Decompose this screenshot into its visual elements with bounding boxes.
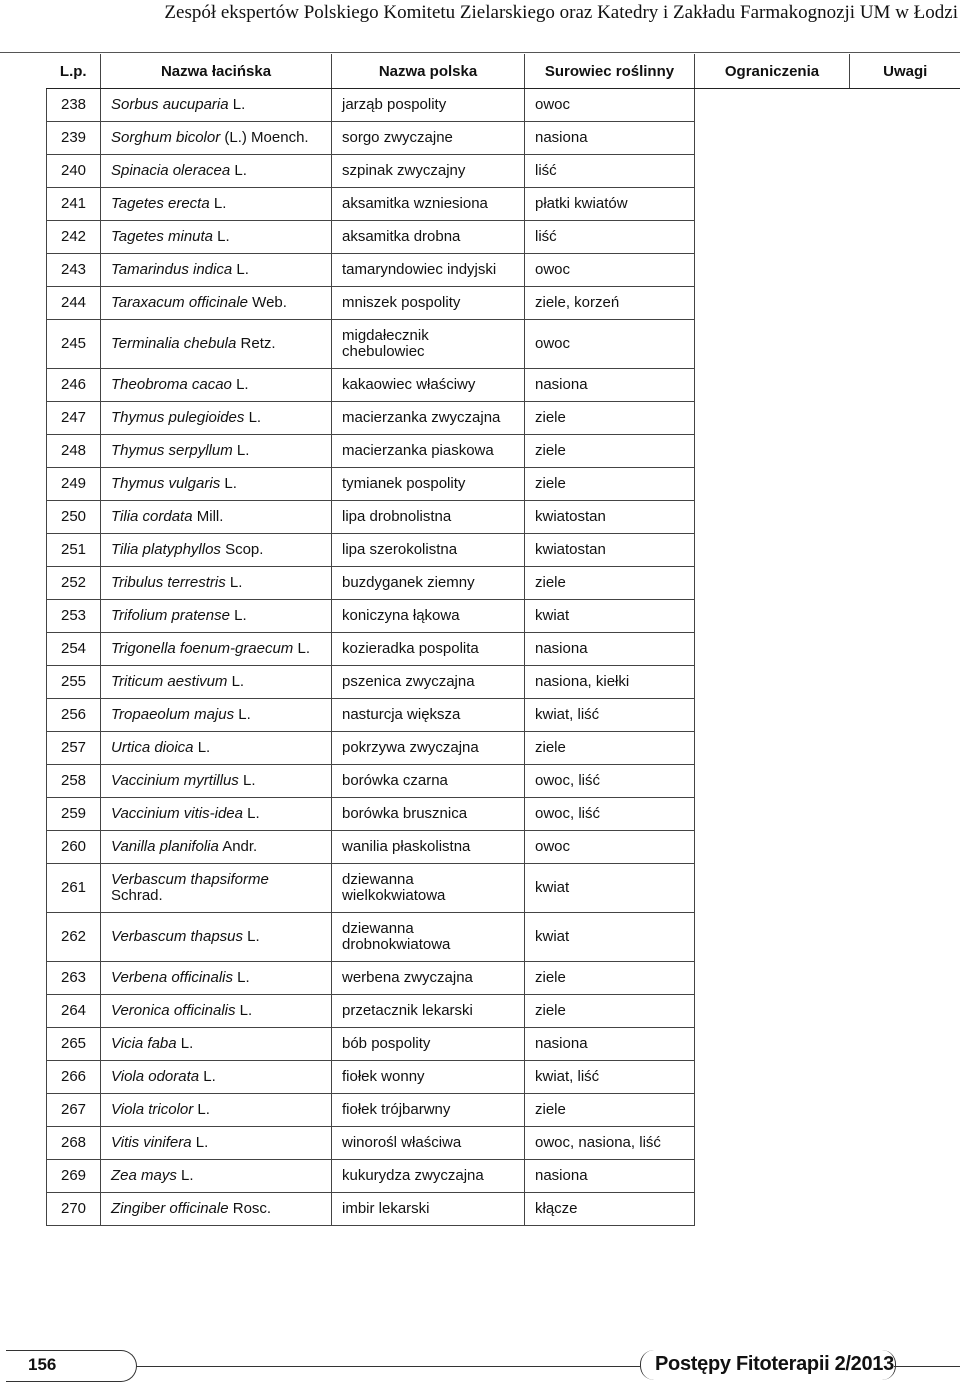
cell-material: ziele xyxy=(525,435,695,468)
cell-restrictions xyxy=(695,567,850,600)
cell-polish-name: imbir lekarski xyxy=(332,1193,525,1226)
cell-restrictions xyxy=(695,89,850,122)
table-row xyxy=(47,1094,960,1127)
latin-author: Mill. xyxy=(192,508,224,525)
cell-lp: 264 xyxy=(47,995,101,1028)
table-row xyxy=(47,320,960,369)
table-row xyxy=(47,913,960,962)
table-row xyxy=(47,287,960,320)
latin-species: Vanilla planifolia xyxy=(111,838,219,855)
cell-latin-name xyxy=(101,913,332,962)
cell-latin-name xyxy=(101,1127,332,1160)
cell-lp: 247 xyxy=(47,402,101,435)
latin-author: L. xyxy=(293,640,310,657)
latin-species: Terminalia chebula xyxy=(111,335,237,352)
cell-material: ziele xyxy=(525,995,695,1028)
cell-restrictions xyxy=(695,155,850,188)
cell-material: owoc xyxy=(525,320,695,369)
cell-restrictions xyxy=(695,995,850,1028)
cell-latin-name xyxy=(101,765,332,798)
table-header-row xyxy=(47,54,960,89)
cell-lp: 243 xyxy=(47,254,101,287)
cell-latin-name xyxy=(101,798,332,831)
cell-material: kwiat xyxy=(525,864,695,913)
cell-polish-name: winorośl właściwa xyxy=(332,1127,525,1160)
cell-polish-name: sorgo zwyczajne xyxy=(332,122,525,155)
latin-author: L. xyxy=(225,574,243,591)
cell-latin-name xyxy=(101,122,332,155)
latin-species: Tilia platyphyllos xyxy=(111,541,221,558)
cell-material: nasiona xyxy=(525,122,695,155)
col-header-restrictions: Ograniczenia xyxy=(695,54,850,89)
cell-restrictions xyxy=(695,254,850,287)
journal-box xyxy=(640,1350,896,1380)
cell-restrictions xyxy=(695,1028,850,1061)
cell-lp: 263 xyxy=(47,962,101,995)
latin-author: L. xyxy=(227,673,245,690)
cell-lp: 248 xyxy=(47,435,101,468)
cell-material: owoc, liść xyxy=(525,765,695,798)
latin-author: L. xyxy=(191,1134,209,1151)
latin-species: Zea mays xyxy=(111,1167,177,1184)
cell-polish-name: lipa drobnolistna xyxy=(332,501,525,534)
cell-latin-name xyxy=(101,600,332,633)
cell-restrictions xyxy=(695,1094,850,1127)
cell-lp: 246 xyxy=(47,369,101,402)
latin-species: Verbascum thapsiforme xyxy=(111,871,269,888)
table-row xyxy=(47,995,960,1028)
cell-latin-name xyxy=(101,864,332,913)
journal-title: Postępy Fitoterapii 2/2013 xyxy=(655,1353,894,1375)
cell-latin-name xyxy=(101,995,332,1028)
cell-lp: 250 xyxy=(47,501,101,534)
cell-lp: 256 xyxy=(47,699,101,732)
cell-lp: 239 xyxy=(47,122,101,155)
cell-polish-name: koniczyna łąkowa xyxy=(332,600,525,633)
table-row xyxy=(47,864,960,913)
cell-polish-name: pokrzywa zwyczajna xyxy=(332,732,525,765)
cell-restrictions xyxy=(695,468,850,501)
cell-latin-name xyxy=(101,320,332,369)
cell-latin-name xyxy=(101,567,332,600)
cell-polish-name: szpinak zwyczajny xyxy=(332,155,525,188)
table-row xyxy=(47,501,960,534)
cell-lp: 254 xyxy=(47,633,101,666)
latin-author: L. xyxy=(176,1035,194,1052)
header-title: Zespół ekspertów Polskiego Komitetu Zielarskiego oraz Katedry i Zakładu Farmakognozji UM w Łodzi xyxy=(164,2,958,23)
cell-lp: 240 xyxy=(47,155,101,188)
latin-author: L. xyxy=(244,409,262,426)
cell-restrictions xyxy=(695,122,850,155)
cell-material: nasiona xyxy=(525,1160,695,1193)
latin-author: L. xyxy=(176,1167,194,1184)
latin-species: Trigonella foenum-graecum xyxy=(111,640,294,657)
cell-polish-name: bób pospolity xyxy=(332,1028,525,1061)
cell-lp: 238 xyxy=(47,89,101,122)
latin-author: Rosc. xyxy=(228,1200,272,1217)
latin-author: L. xyxy=(220,475,237,492)
latin-species: Verbascum thapsus xyxy=(111,928,244,945)
cell-material: owoc, liść xyxy=(525,798,695,831)
cell-lp: 251 xyxy=(47,534,101,567)
cell-latin-name xyxy=(101,468,332,501)
cell-polish-name: borówka czarna xyxy=(332,765,525,798)
latin-species: Taraxacum officinale xyxy=(111,294,249,311)
latin-author: L. xyxy=(193,1101,210,1118)
cell-restrictions xyxy=(695,1193,850,1226)
cell-restrictions xyxy=(695,369,850,402)
latin-species: Urtica dioica xyxy=(111,739,194,756)
cell-material: kwiat, liść xyxy=(525,699,695,732)
cell-latin-name xyxy=(101,1193,332,1226)
latin-species: Viola tricolor xyxy=(111,1101,194,1118)
cell-restrictions xyxy=(695,666,850,699)
cell-lp: 267 xyxy=(47,1094,101,1127)
cell-restrictions xyxy=(695,765,850,798)
cell-latin-name xyxy=(101,1061,332,1094)
table-row xyxy=(47,732,960,765)
cell-lp: 270 xyxy=(47,1193,101,1226)
cell-polish-name: fiołek wonny xyxy=(332,1061,525,1094)
footer-rule xyxy=(136,1366,640,1367)
latin-author: L. xyxy=(230,162,247,179)
col-header-lp: L.p. xyxy=(47,54,101,89)
latin-author: L. xyxy=(233,969,250,986)
latin-author: (L.) Moench. xyxy=(220,129,309,146)
table-row xyxy=(47,699,960,732)
cell-restrictions xyxy=(695,798,850,831)
latin-species: Triticum aestivum xyxy=(111,673,228,690)
cell-polish-name: macierzanka zwyczajna xyxy=(332,402,525,435)
cell-restrictions xyxy=(695,864,850,913)
cell-polish-name: buzdyganek ziemny xyxy=(332,567,525,600)
latin-author: L. xyxy=(243,928,260,945)
cell-latin-name xyxy=(101,501,332,534)
cell-lp: 244 xyxy=(47,287,101,320)
cell-restrictions xyxy=(695,913,850,962)
cell-material: kwiatostan xyxy=(525,501,695,534)
cell-polish-name: jarząb pospolity xyxy=(332,89,525,122)
table-row xyxy=(47,122,960,155)
latin-species: Tilia cordata xyxy=(111,508,193,525)
latin-species: Sorbus aucuparia xyxy=(111,96,229,113)
table-row xyxy=(47,1193,960,1226)
cell-lp: 241 xyxy=(47,188,101,221)
table-row xyxy=(47,188,960,221)
cell-material: kłącze xyxy=(525,1193,695,1226)
footer-rule-right xyxy=(894,1366,960,1367)
table-row xyxy=(47,1160,960,1193)
cell-polish-name: borówka brusznica xyxy=(332,798,525,831)
table-row xyxy=(47,962,960,995)
cell-latin-name xyxy=(101,287,332,320)
cell-polish-name: wanilia płaskolistna xyxy=(332,831,525,864)
cell-lp: 255 xyxy=(47,666,101,699)
cell-restrictions xyxy=(695,1127,850,1160)
cell-restrictions xyxy=(695,221,850,254)
cell-material: owoc xyxy=(525,254,695,287)
cell-polish-name: dziewanna drobnokwiatowa xyxy=(332,913,525,962)
latin-author: Retz. xyxy=(236,335,276,352)
page-number-tab xyxy=(6,1350,137,1382)
table-row xyxy=(47,468,960,501)
cell-latin-name xyxy=(101,435,332,468)
latin-species: Sorghum bicolor xyxy=(111,129,221,146)
cell-material: owoc xyxy=(525,831,695,864)
table-row xyxy=(47,221,960,254)
cell-material: kwiat, liść xyxy=(525,1061,695,1094)
cell-latin-name xyxy=(101,155,332,188)
cell-material: kwiat xyxy=(525,913,695,962)
latin-species: Thymus serpyllum xyxy=(111,442,233,459)
table-body xyxy=(47,89,960,1226)
latin-species: Tagetes minuta xyxy=(111,228,214,245)
latin-species: Thymus pulegioides xyxy=(111,409,245,426)
cell-lp: 268 xyxy=(47,1127,101,1160)
latin-species: Theobroma cacao xyxy=(111,376,232,393)
cell-restrictions xyxy=(695,188,850,221)
cell-polish-name: lipa szerokolistna xyxy=(332,534,525,567)
latin-species: Tropaeolum majus xyxy=(111,706,235,723)
table-row xyxy=(47,155,960,188)
cell-lp: 265 xyxy=(47,1028,101,1061)
cell-polish-name: migdałecznik chebulowiec xyxy=(332,320,525,369)
cell-material: ziele xyxy=(525,402,695,435)
cell-material: ziele xyxy=(525,732,695,765)
latin-species: Veronica officinalis xyxy=(111,1002,236,1019)
latin-author: Web. xyxy=(248,294,287,311)
cell-lp: 261 xyxy=(47,864,101,913)
cell-polish-name: tymianek pospolity xyxy=(332,468,525,501)
cell-material: płatki kwiatów xyxy=(525,188,695,221)
table-row xyxy=(47,1028,960,1061)
cell-polish-name: kozieradka pospolita xyxy=(332,633,525,666)
page-header xyxy=(0,0,960,53)
cell-polish-name: aksamitka wzniesiona xyxy=(332,188,525,221)
cell-material: nasiona, kiełki xyxy=(525,666,695,699)
cell-polish-name: nasturcja większa xyxy=(332,699,525,732)
col-header-polish-name: Nazwa polska xyxy=(332,54,525,89)
latin-species: Spinacia oleracea xyxy=(111,162,231,179)
cell-lp: 262 xyxy=(47,913,101,962)
table-row xyxy=(47,254,960,287)
plants-table xyxy=(46,54,960,1226)
table-row xyxy=(47,600,960,633)
cell-latin-name xyxy=(101,534,332,567)
cell-lp: 257 xyxy=(47,732,101,765)
latin-species: Trifolium pratense xyxy=(111,607,230,624)
cell-polish-name: aksamitka drobna xyxy=(332,221,525,254)
latin-author: L. xyxy=(234,706,251,723)
cell-restrictions xyxy=(695,287,850,320)
cell-polish-name: mniszek pospolity xyxy=(332,287,525,320)
cell-restrictions xyxy=(695,320,850,369)
latin-author: Andr. xyxy=(218,838,258,855)
cell-restrictions xyxy=(695,732,850,765)
cell-polish-name: kukurydza zwyczajna xyxy=(332,1160,525,1193)
table-row xyxy=(47,798,960,831)
cell-restrictions xyxy=(695,699,850,732)
cell-restrictions xyxy=(695,600,850,633)
cell-polish-name: tamaryndowiec indyjski xyxy=(332,254,525,287)
cell-latin-name xyxy=(101,962,332,995)
cell-polish-name: kakaowiec właściwy xyxy=(332,369,525,402)
cell-lp: 253 xyxy=(47,600,101,633)
cell-latin-name xyxy=(101,633,332,666)
latin-species: Vicia faba xyxy=(111,1035,177,1052)
cell-lp: 258 xyxy=(47,765,101,798)
cell-material: ziele xyxy=(525,962,695,995)
cell-material: nasiona xyxy=(525,633,695,666)
cell-latin-name xyxy=(101,1160,332,1193)
cell-material: ziele xyxy=(525,468,695,501)
cell-lp: 249 xyxy=(47,468,101,501)
cell-latin-name xyxy=(101,666,332,699)
cell-latin-name xyxy=(101,369,332,402)
table-row xyxy=(47,402,960,435)
cell-lp: 266 xyxy=(47,1061,101,1094)
cell-restrictions xyxy=(695,1160,850,1193)
col-header-material: Surowiec roślinny xyxy=(525,54,695,89)
table-row xyxy=(47,633,960,666)
latin-author: L. xyxy=(231,376,249,393)
latin-author: L. xyxy=(235,1002,253,1019)
cell-restrictions xyxy=(695,435,850,468)
cell-restrictions xyxy=(695,402,850,435)
latin-species: Thymus vulgaris xyxy=(111,475,221,492)
cell-polish-name: dziewanna wielkokwiatowa xyxy=(332,864,525,913)
cell-material: nasiona xyxy=(525,369,695,402)
cell-restrictions xyxy=(695,831,850,864)
cell-polish-name: przetacznik lekarski xyxy=(332,995,525,1028)
latin-author: Schrad. xyxy=(111,887,163,904)
col-header-latin-name: Nazwa łacińska xyxy=(101,54,332,89)
cell-restrictions xyxy=(695,534,850,567)
latin-species: Vaccinium myrtillus xyxy=(111,772,239,789)
table-row xyxy=(47,1061,960,1094)
table-row xyxy=(47,435,960,468)
cell-material: owoc xyxy=(525,89,695,122)
latin-author: L. xyxy=(228,96,246,113)
cell-latin-name xyxy=(101,254,332,287)
cell-material: owoc, nasiona, liść xyxy=(525,1127,695,1160)
cell-material: liść xyxy=(525,155,695,188)
latin-species: Vaccinium vitis-idea xyxy=(111,805,243,822)
cell-lp: 259 xyxy=(47,798,101,831)
cell-polish-name: werbena zwyczajna xyxy=(332,962,525,995)
cell-polish-name: pszenica zwyczajna xyxy=(332,666,525,699)
latin-species: Zingiber officinale xyxy=(111,1200,229,1217)
cell-material: kwiat xyxy=(525,600,695,633)
cell-material: ziele, korzeń xyxy=(525,287,695,320)
latin-author: L. xyxy=(232,261,249,278)
latin-species: Tribulus terrestris xyxy=(111,574,226,591)
cell-restrictions xyxy=(695,633,850,666)
cell-latin-name xyxy=(101,1028,332,1061)
table-row xyxy=(47,765,960,798)
cell-restrictions xyxy=(695,501,850,534)
latin-author: L. xyxy=(232,442,250,459)
latin-author: L. xyxy=(213,228,230,245)
cell-polish-name: macierzanka piaskowa xyxy=(332,435,525,468)
latin-species: Viola odorata xyxy=(111,1068,200,1085)
cell-latin-name xyxy=(101,188,332,221)
cell-lp: 269 xyxy=(47,1160,101,1193)
cell-lp: 252 xyxy=(47,567,101,600)
cell-latin-name xyxy=(101,1094,332,1127)
latin-species: Vitis vinifera xyxy=(111,1134,192,1151)
cell-latin-name xyxy=(101,732,332,765)
latin-author: L. xyxy=(209,195,227,212)
cell-polish-name: fiołek trójbarwny xyxy=(332,1094,525,1127)
latin-author: L. xyxy=(238,772,256,789)
cell-latin-name xyxy=(101,89,332,122)
latin-author: L. xyxy=(229,607,247,624)
col-header-notes: Uwagi xyxy=(850,54,960,89)
table-row xyxy=(47,567,960,600)
cell-lp: 260 xyxy=(47,831,101,864)
cell-material: liść xyxy=(525,221,695,254)
cell-material: kwiatostan xyxy=(525,534,695,567)
cell-material: ziele xyxy=(525,1094,695,1127)
latin-author: L. xyxy=(243,805,260,822)
table-row xyxy=(47,666,960,699)
cell-material: ziele xyxy=(525,567,695,600)
cell-restrictions xyxy=(695,1061,850,1094)
cell-latin-name xyxy=(101,402,332,435)
latin-species: Tagetes erecta xyxy=(111,195,210,212)
cell-material: nasiona xyxy=(525,1028,695,1061)
page-number: 156 xyxy=(28,1355,57,1374)
table-row xyxy=(47,89,960,122)
table-row xyxy=(47,1127,960,1160)
cell-latin-name xyxy=(101,831,332,864)
cell-lp: 242 xyxy=(47,221,101,254)
cell-restrictions xyxy=(695,962,850,995)
cell-latin-name xyxy=(101,699,332,732)
latin-author: L. xyxy=(199,1068,216,1085)
latin-author: L. xyxy=(193,739,211,756)
table-row xyxy=(47,534,960,567)
latin-species: Verbena officinalis xyxy=(111,969,234,986)
cell-lp: 245 xyxy=(47,320,101,369)
table-row xyxy=(47,831,960,864)
latin-author: Scop. xyxy=(220,541,264,558)
table-row xyxy=(47,369,960,402)
cell-latin-name xyxy=(101,221,332,254)
latin-species: Tamarindus indica xyxy=(111,261,233,278)
